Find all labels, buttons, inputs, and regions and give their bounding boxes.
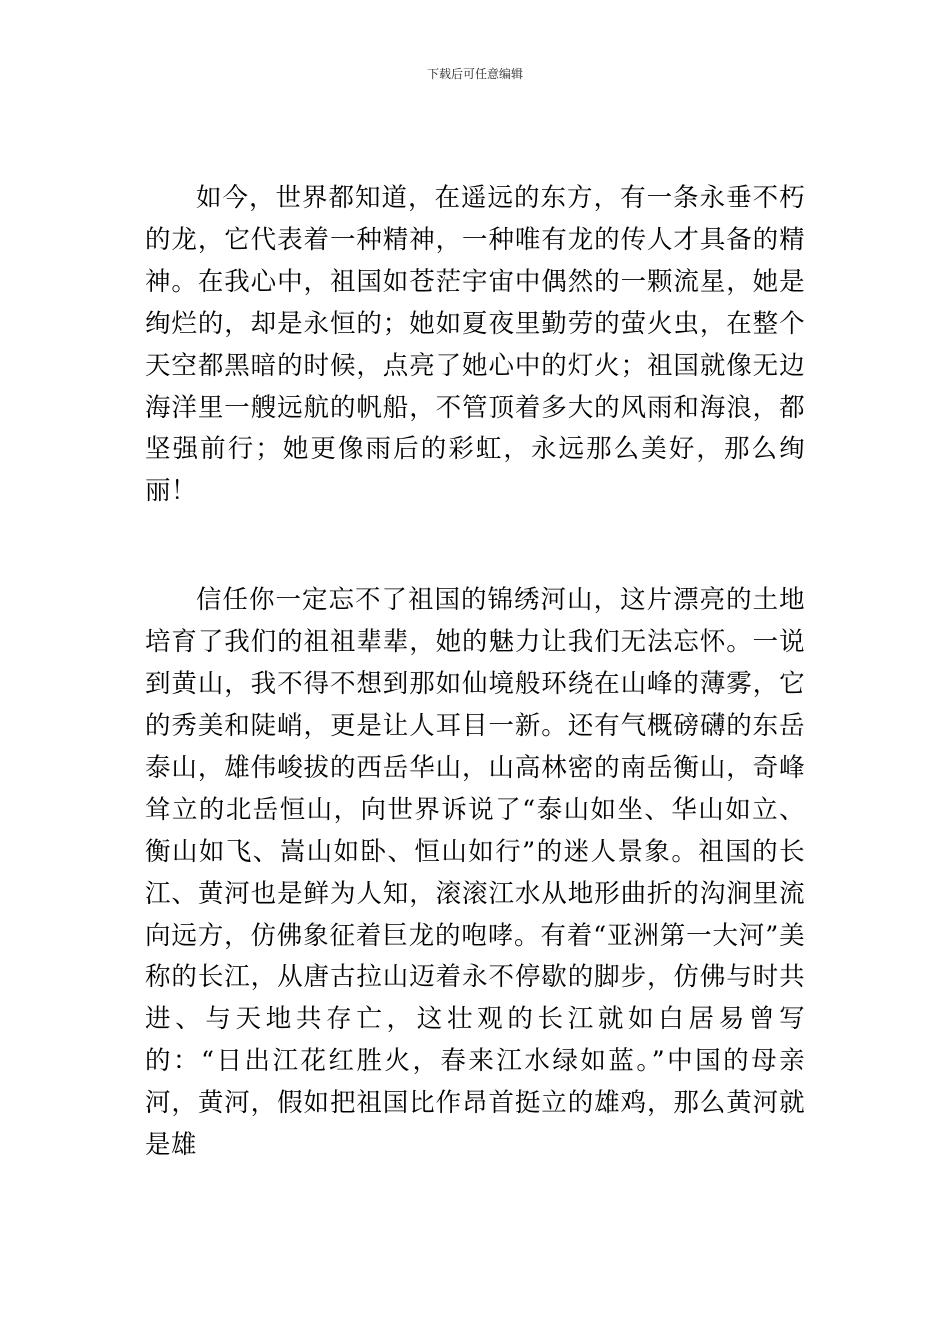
- page-header: 下载后可任意编辑: [426, 67, 523, 81]
- paragraph-1: 如今，世界都知道，在遥远的东方，有一条永垂不朽的龙，它代表着一种精神，一种唯有龙的传人才具备的精神。在我心中，祖国如苍茫宇宙中偶然的一颗流星，她是绚烂的，却是永恒的；她如夏夜里勤劳的萤火虫，在整个天空都黑暗的时候，点亮了她心中的灯火；祖国就像无边海洋里一艘远航的帆船，不管顶着多大的风雨和海浪，都坚强前行；她更像雨后的彩虹，永远那么美好，那么绚丽！: [145, 183, 805, 507]
- paragraph-2: 信任你一定忘不了祖国的锦绣河山，这片漂亮的土地培育了我们的祖祖辈辈，她的魅力让我们无法忘怀。一说到黄山，我不得不想到那如仙境般环绕在山峰的薄雾，它的秀美和陡峭，更是让人耳目一新。还有气概磅礴的东岳泰山，雄伟峻拔的西岳华山，山高林密的南岳衡山，奇峰耸立的北岳恒山，向世界诉说了“泰山如坐、华山如立、衡山如飞、嵩山如卧、恒山如行”的迷人景象。祖国的长江、黄河也是鲜为人知，滚滚江水从地形曲折的沟涧里流向远方，仿佛象征着巨龙的咆哮。有着“亚洲第一大河”美称的长江，从唐古拉山迈着永不停歇的脚步，仿佛与时共进、与天地共存亡，这壮观的长江就如白居易曾写的：“日出江花红胜火，春来江水绿如蓝。”中国的母亲河，黄河，假如把祖国比作昂首挺立的雄鸡，那么黄河就是雄: [145, 585, 805, 1161]
- document-body: [145, 178, 805, 1167]
- paragraph-gap: [145, 513, 805, 580]
